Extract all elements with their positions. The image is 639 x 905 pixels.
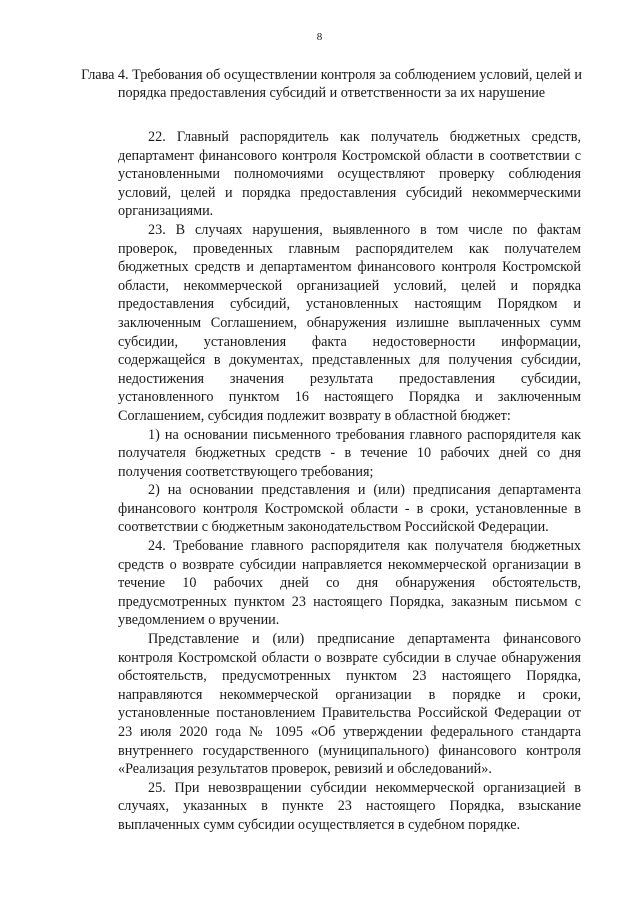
paragraph-24-continuation: Представление и (или) предписание департамента финансового контроля Костромской области о возврате субсидии в случае обнаружения обстоятельств, предусмотренных пунктом 23 настоящего Порядка, направляются некоммерческой организации в порядке и сроки, установленные постановлением Правительства Российской Федерации от 23 июля 2020 года № 1095 «Об утверждении федерального стандарта внутреннего государственного (муниципального) финансового контроля «Реализация результатов проверок, ревизий и обследований». <box>118 631 581 778</box>
document-body <box>118 128 581 835</box>
paragraph-23-item-1: 1) на основании письменного требования главного распорядителя как получателя бюджетных средств - в течение 10 рабочих дней со дня получения соответствующего требования; <box>118 426 581 480</box>
paragraph-23-item-2: 2) на основании представления и (или) предписания департамента финансового контроля Костромской области - в сроки, установленные в соответствии с бюджетным законодательством Российской Федерации. <box>118 482 581 536</box>
chapter-title: Глава 4. Требования об осуществлении контроля за соблюдением условий, целей и порядка предоставления субсидий и ответственности за их нарушение <box>81 67 582 101</box>
paragraph-24: 24. Требование главного распорядителя как получателя бюджетных средств о возврате субсидии направляется некоммерческой организации в течение 10 рабочих дней со дня обнаружения обстоятельств, предусмотренных пунктом 23 настоящего Порядка, заказным письмом с уведомлением о вручении. <box>118 538 581 629</box>
paragraph-25: 25. При невозвращении субсидии некоммерческой организацией в случаях, указанных в пункте 23 настоящего Порядка, взыскание выплаченных сумм субсидии осуществляется в судебном порядке. <box>118 779 581 833</box>
paragraph-22: 22. Главный распорядитель как получатель бюджетных средств, департамент финансового контроля Костромской области в соответствии с установленными полномочиями осуществляют проверку соблюдения условий, целей и порядка предоставления субсидий некоммерческими организациями. <box>118 129 581 220</box>
paragraph-23: 23. В случаях нарушения, выявленного в том числе по фактам проверок, проведенных главным распорядителем как получателем бюджетных средств и департаментом финансового контроля Костромской области, некоммерческой организацией условий, целей и порядка предоставления субсидий, установленных настоящим Порядком и заключенным Соглашением, обнаружения излишне выплаченных сумм субсидии, установления факта недостоверности информации, содержащейся в документах, представленных для получения субсидии, недостижения значения результата предоставления субсидии, установленного пунктом 16 настоящего Порядка и заключенным Соглашением, субсидия подлежит возврату в областной бюджет: <box>118 221 581 424</box>
page-number: 8 <box>316 31 323 43</box>
